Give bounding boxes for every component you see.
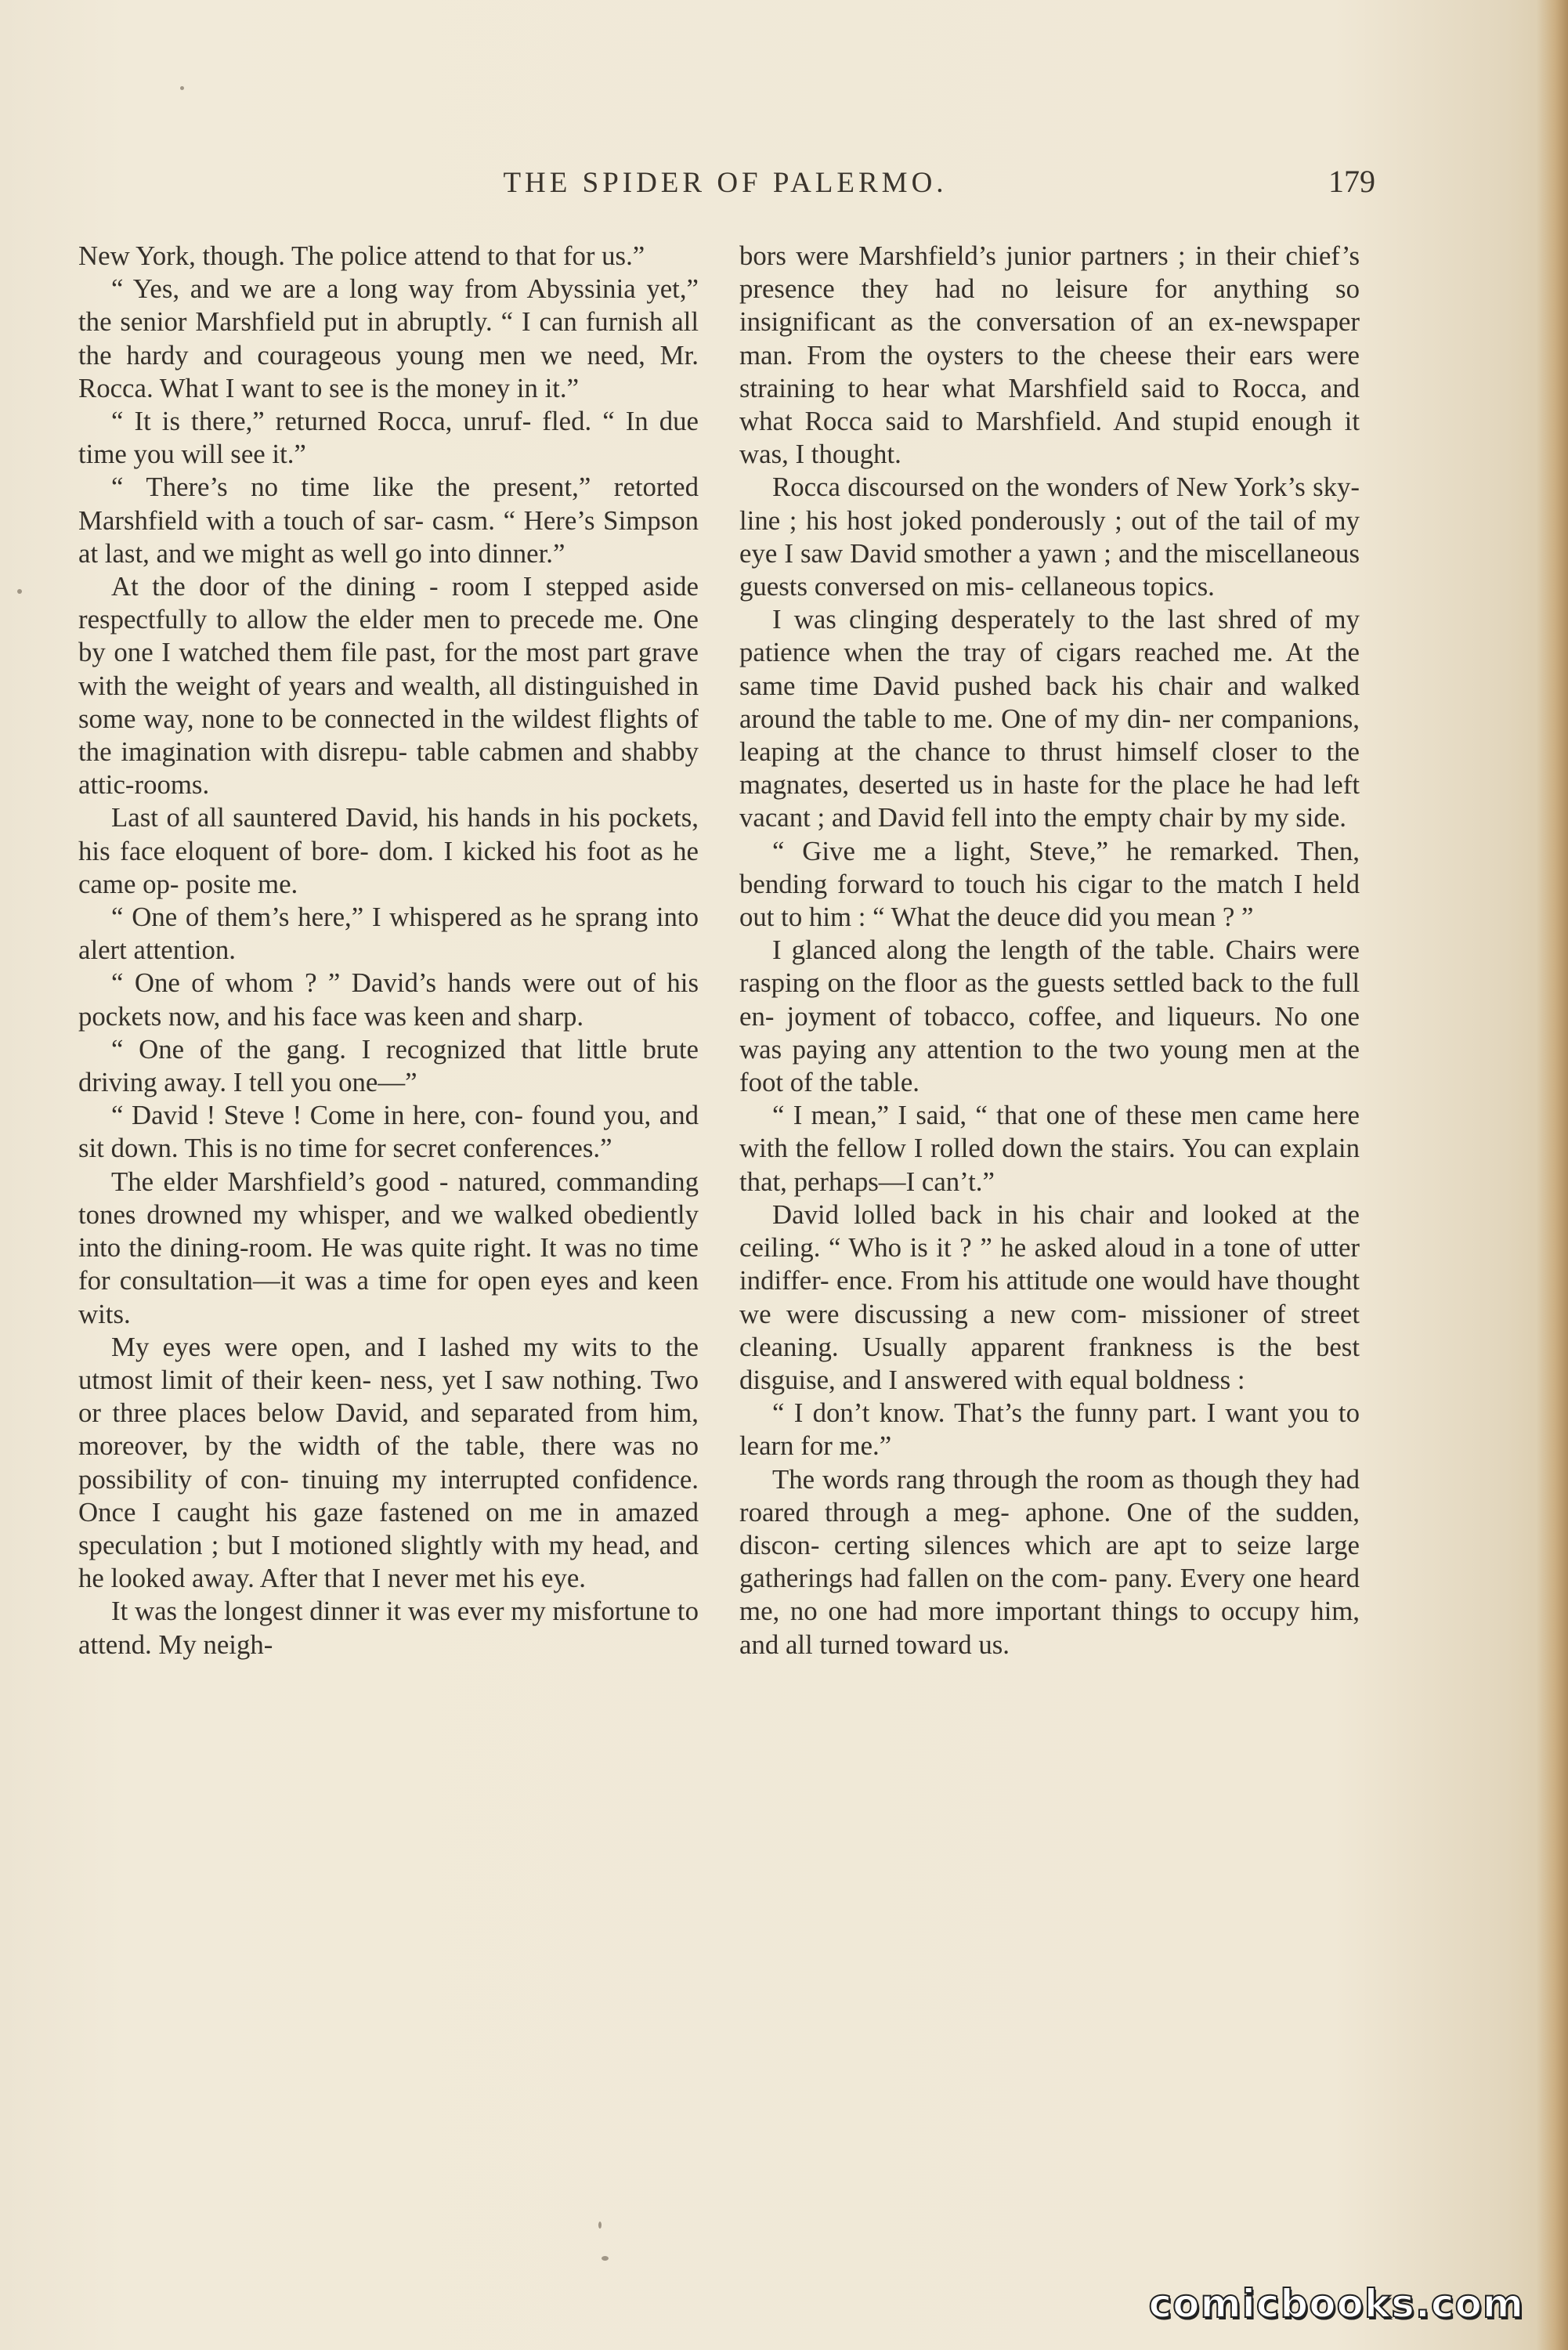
paragraph: “ I mean,” I said, “ that one of these men came here with the fellow I rolled down the stairs. You can explain that, perhaps—I can’t.”	[739, 1100, 1360, 1197]
running-title: THE SPIDER OF PALERMO.	[503, 167, 948, 199]
paragraph: At the door of the dining - room I stepped aside respectfully to allow the elder men to precede me. One by one I watched them file past, for the most part grave with the weight of years and wealth, all distinguished in some way, none to be connected in the wildest flights of the imagination with disrepu- table cabmen and shabby attic-rooms.	[78, 571, 699, 801]
watermark-logo: comicbooks.com	[1148, 2281, 1524, 2326]
paragraph: “ Yes, and we are a long way from Abyssinia yet,” the senior Marshfield put in abruptly. “ I can furnish all the hardy and courageous young men we need, Mr. Rocca. What I want to see is the money in it.”	[78, 273, 699, 403]
page-number: 179	[1328, 164, 1375, 199]
paragraph: I glanced along the length of the table. Chairs were rasping on the floor as the guests settled back to the full en- joyment of tobacco, coffee, and liqueurs. No one was paying any attention to the two young men at the foot of the table.	[739, 935, 1360, 1098]
paragraph: The elder Marshfield’s good - natured, commanding tones drowned my whisper, and we walked obediently into the dining-room. He was quite right. It was no time for consultation—it was a time for open eyes and keen wits.	[78, 1166, 699, 1329]
paragraph: “ David ! Steve ! Come in here, con- found you, and sit down. This is no time for secret conferences.”	[78, 1100, 699, 1164]
paper-speck	[17, 589, 22, 594]
paragraph: “ One of them’s here,” I whispered as he sprang into alert attention.	[78, 902, 699, 966]
left-column	[78, 240, 699, 1661]
paragraph: “ One of whom ? ” David’s hands were out of his pockets now, and his face was keen and sharp.	[78, 967, 699, 1032]
paragraph: Last of all sauntered David, his hands in his pockets, his face eloquent of bore- dom. I kicked his foot as he came op- posite me.	[78, 802, 699, 899]
paragraph: The words rang through the room as though they had roared through a meg- aphone. One of the sudden, discon- certing silences which are apt to seize large gatherings had fallen on the com- pany. Every one heard me, no one had more important things to occupy him, and all turned toward us.	[739, 1463, 1360, 1660]
paragraph: It was the longest dinner it was ever my misfortune to attend. My neigh-	[78, 1596, 699, 1660]
paragraph: bors were Marshfield’s junior partners ; in their chief’s presence they had no leisure for anything so insignificant as the conversation of an ex-newspaper man. From the oysters to the cheese their ears were straining to hear what Marshfield said to Rocca, and what Rocca said to Marshfield. And stupid enough it was, I thought.	[739, 240, 1360, 470]
paper-speck	[180, 86, 184, 90]
page-edge-shadow	[1537, 0, 1568, 2350]
right-column	[739, 240, 1360, 1661]
paragraph: “ I don’t know. That’s the funny part. I want you to learn for me.”	[739, 1397, 1360, 1462]
paper-speck	[602, 2256, 609, 2261]
paper-speck	[598, 2222, 602, 2229]
paragraph: “ Give me a light, Steve,” he remarked. Then, bending forward to touch his cigar to the match I held out to him : “ What the deuce did you mean ? ”	[739, 835, 1360, 933]
paragraph: “ It is there,” returned Rocca, unruf- fled. “ In due time you will see it.”	[78, 406, 699, 470]
paragraph: My eyes were open, and I lashed my wits to the utmost limit of their keen- ness, yet I saw nothing. Two or three places below David, and separated from him, moreover, by the width of the table, there was no possibility of con- tinuing my interrupted confidence. Once I caught his gaze fastened on me in amazed speculation ; but I motioned slightly with my head, and he looked away. After that I never met his eye.	[78, 1331, 699, 1594]
paragraph: I was clinging desperately to the last shred of my patience when the tray of cigars reached me. At the same time David pushed back his chair and walked around the table to me. One of my din- ner companions, leaping at the chance to thrust himself closer to the magnates, deserted us in haste for the place he had left vacant ; and David fell into the empty chair by my side.	[739, 604, 1360, 833]
paragraph: David lolled back in his chair and looked at the ceiling. “ Who is it ? ” he asked aloud in a tone of utter indiffer- ence. From his attitude one would have thought we were discussing a new com- missioner of street cleaning. Usually apparent frankness is the best disguise, and I answered with equal boldness :	[739, 1198, 1360, 1395]
paragraph: “ There’s no time like the present,” retorted Marshfield with a touch of sar- casm. “ Here’s Simpson at last, and we might as well go into dinner.”	[78, 472, 699, 569]
paragraph: “ One of the gang. I recognized that little brute driving away. I tell you one—”	[78, 1033, 699, 1098]
page-header	[75, 166, 1375, 213]
paragraph: Rocca discoursed on the wonders of New York’s sky-line ; his host joked ponderously ; out of the tail of my eye I saw David smother a yawn ; and the miscellaneous guests conversed on mis- cellaneous topics.	[739, 472, 1360, 602]
paragraph: New York, though. The police attend to that for us.”	[78, 240, 645, 271]
